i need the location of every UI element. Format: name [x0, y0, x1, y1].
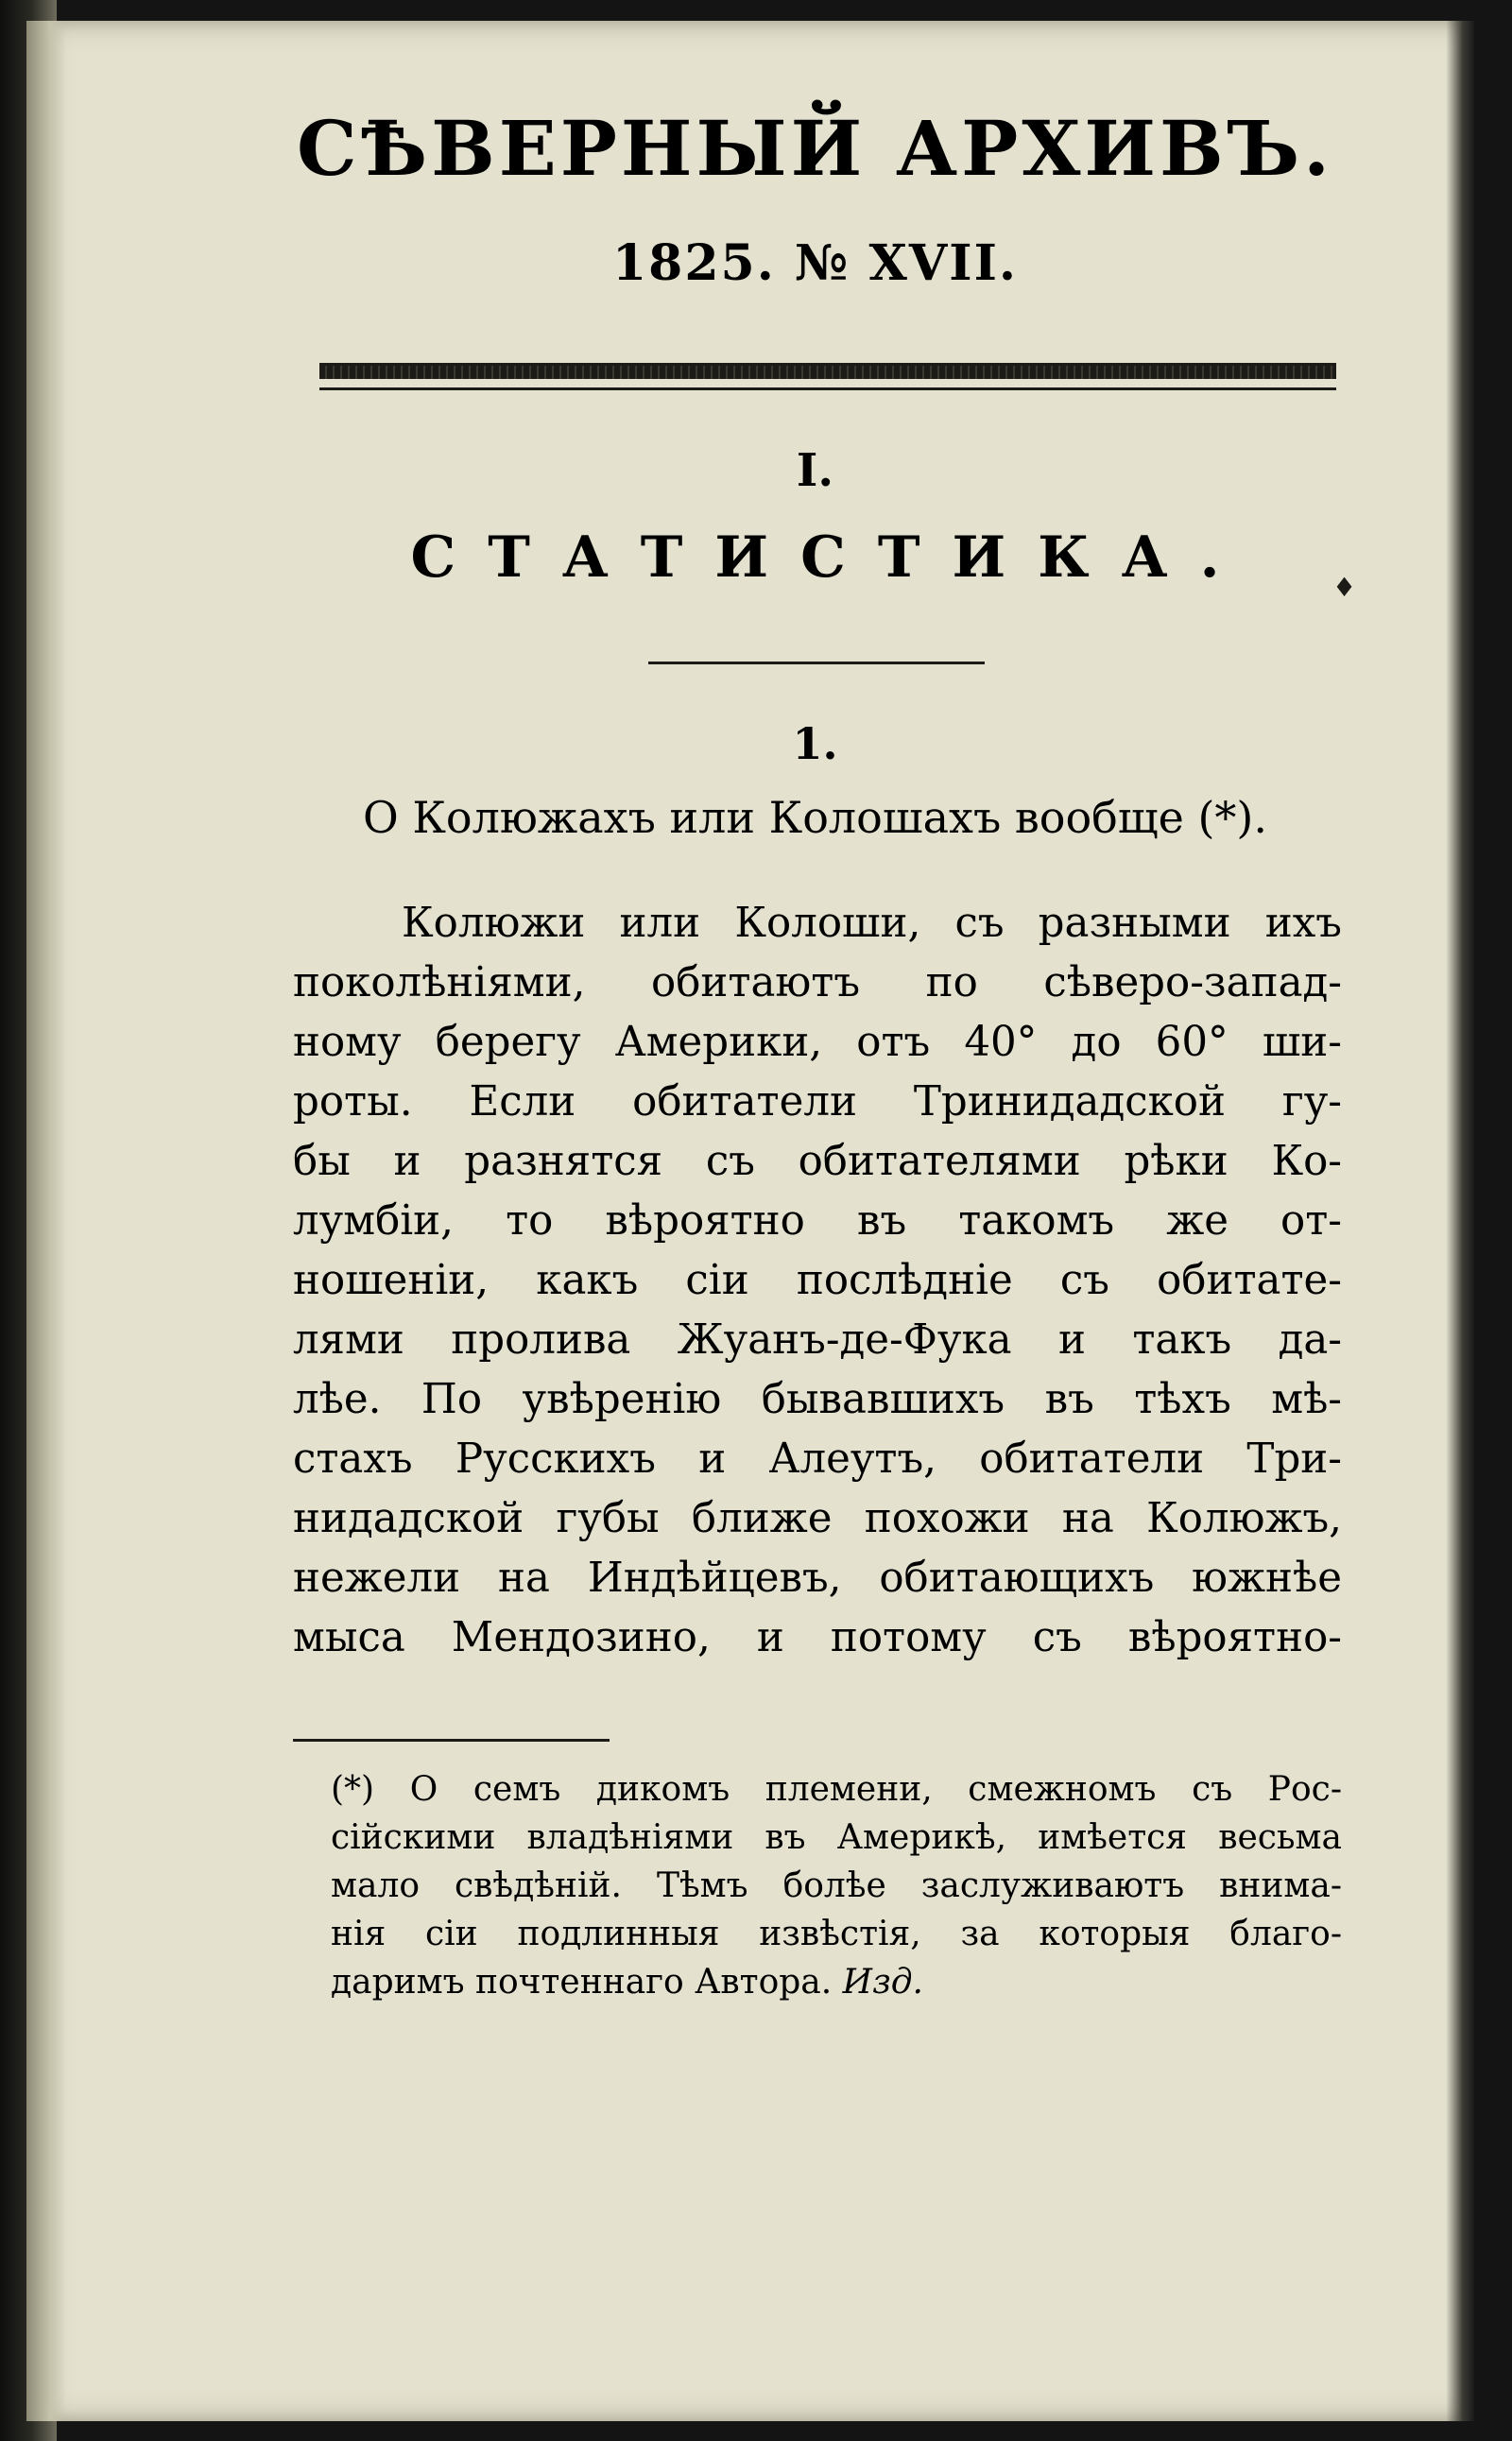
- body-line: стахъ Русскихъ и Алеутъ, обитатели Три-: [293, 1435, 1342, 1483]
- footnote-last-text: даримъ почтеннаго Автора.: [331, 1963, 833, 2002]
- body-line: ному берегу Америки, отъ 40° до 60° ши-: [293, 1019, 1342, 1066]
- body-line: лумбіи, то вѣроятно въ такомъ же от-: [293, 1197, 1342, 1245]
- ornament-mark: ♦: [1332, 572, 1357, 603]
- issue-number: 1825. № XVII.: [612, 234, 1018, 292]
- double-rule-thin: [319, 387, 1336, 390]
- footnote-last-line: [331, 1958, 1342, 2006]
- body-line: ношеніи, какъ сіи послѣдніе съ обитате-: [293, 1257, 1342, 1304]
- body-line: роты. Если обитатели Тринидадской гу-: [293, 1078, 1342, 1126]
- body-line: бы и разнятся съ обитателями рѣки Ко-: [293, 1138, 1342, 1185]
- body-line: Колюжи или Колоши, съ разными ихъ: [402, 900, 1342, 947]
- article-number: 1.: [792, 718, 838, 769]
- section-divider: [648, 662, 985, 664]
- footnote-line: сійскими владѣніями въ Америкѣ, имѣется весьма: [331, 1818, 1342, 1857]
- footnote-signature: Изд.: [842, 1963, 923, 2002]
- body-line: мыса Мендозино, и потому съ вѣроятно-: [293, 1614, 1342, 1661]
- footnote: [331, 1765, 1342, 2006]
- footnote-line: мало свѣдѣній. Тѣмъ болѣе заслуживаютъ внима-: [331, 1866, 1342, 1905]
- footnote-line: (*) О семъ дикомъ племени, смежномъ съ Рос-: [331, 1770, 1342, 1809]
- body-line: нидадской губы ближе похожи на Колюжъ,: [293, 1495, 1342, 1542]
- page-right-edge: [1446, 21, 1474, 2421]
- section-title: СТАТИСТИКА.: [410, 524, 1252, 591]
- body-line: нежели на Индѣйцевъ, обитающихъ южнѣе: [293, 1555, 1342, 1602]
- journal-title: СѢВЕРНЫЙ АРХИВЪ.: [297, 104, 1333, 193]
- body-line: лѣе. По увѣренію бывавшихъ въ тѣхъ мѣ-: [293, 1376, 1342, 1423]
- page-spine-edge: [26, 21, 66, 2421]
- footnote-line: нія сіи подлинныя извѣстія, за которыя благо-: [331, 1915, 1342, 1953]
- article-title: О Колюжахъ или Колошахъ вообще (*).: [363, 792, 1267, 843]
- body-line: поколѣніями, обитаютъ по сѣверо-запад-: [293, 959, 1342, 1006]
- body-line: лями пролива Жуанъ-де-Фука и такъ да-: [293, 1316, 1342, 1364]
- section-number: I.: [796, 444, 834, 497]
- double-rule-thick: [319, 363, 1336, 379]
- footnote-rule: [293, 1739, 610, 1742]
- article-body: [293, 894, 1342, 1668]
